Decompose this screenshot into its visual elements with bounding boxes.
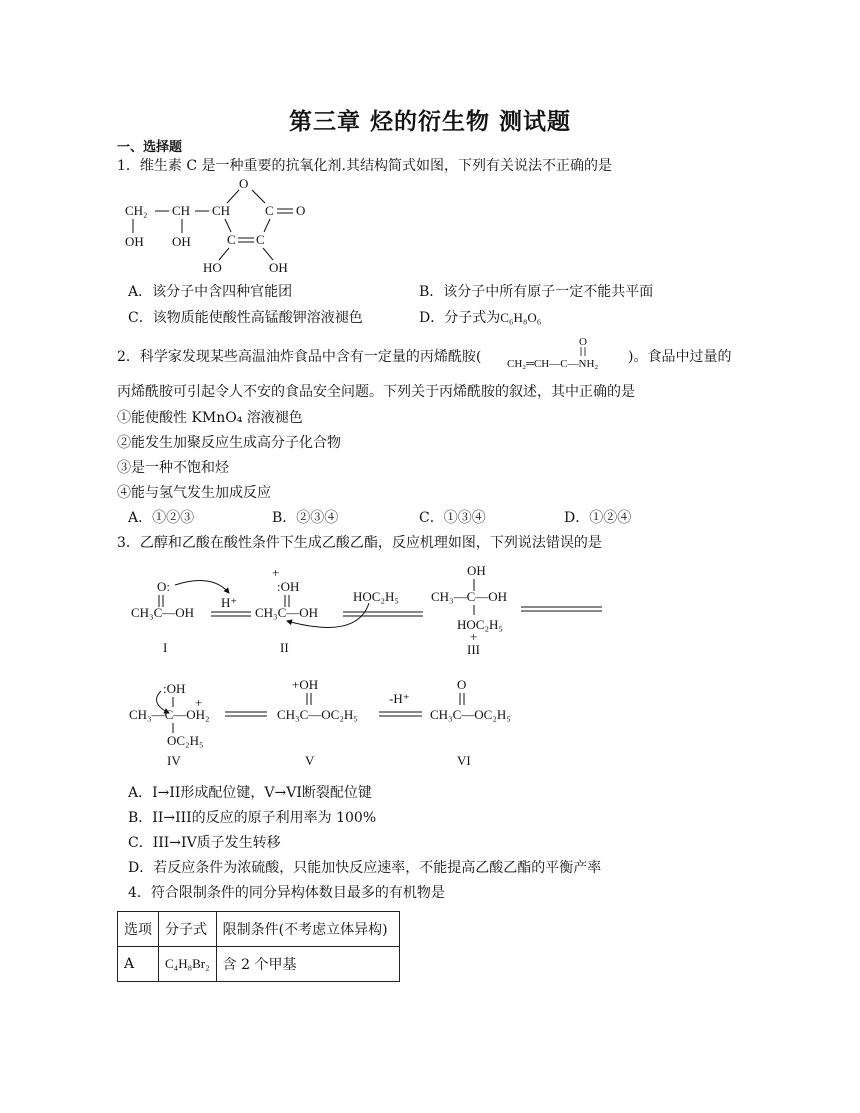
q1-stem: 1．维生素 C 是一种重要的抗氧化剂.其结构简式如图，下列有关说法不正确的是	[117, 158, 612, 174]
mech-iii-plus: +	[470, 629, 478, 644]
q2-option-a: A．①②③	[128, 510, 195, 526]
mech-ii-oh: :OH	[277, 579, 300, 594]
mech-ii-main: CH₃C—OH	[255, 605, 319, 620]
q3-option-c: C．III→IV质子发生转移	[128, 835, 281, 851]
q1-option-d-prefix: D．分子式为	[419, 310, 501, 326]
section-heading: 一、选择题	[117, 140, 183, 155]
atom-ho3: HO	[203, 260, 222, 275]
mech-hoc2h5: HOC₂H₅	[353, 589, 399, 604]
q2-statement-1: ①能使酸性 KMnO₄ 溶液褪色	[117, 410, 303, 426]
mech-iii-label: III	[467, 642, 480, 657]
atom-c3: C	[227, 232, 236, 247]
acrylamide-o: O	[579, 336, 587, 348]
mech-ii-label: II	[280, 640, 289, 655]
q4-options-table	[117, 911, 400, 982]
q1-option-b: B．该分子中所有原子一定不能共平面	[419, 284, 654, 300]
mech-i-label: I	[163, 640, 168, 655]
q2-option-d: D．①②④	[564, 510, 632, 526]
q2-statement-2: ②能发生加聚反应生成高分子化合物	[117, 435, 341, 451]
mech-iv-plus: +	[195, 695, 203, 710]
atom-ch-ring: CH	[212, 203, 231, 218]
mech-hplus: H⁺	[221, 595, 238, 610]
table-cell: C₄H₈Br₂	[159, 947, 217, 982]
mech-iii-main: CH₃—C—OH	[431, 589, 508, 604]
atom-oh1: OH	[125, 234, 144, 249]
vitamin-c-structure	[117, 170, 347, 280]
table-header: 选项	[118, 912, 159, 947]
acrylamide-structure	[507, 334, 627, 370]
mech-i-main: CH₃C—OH	[131, 605, 195, 620]
table-header-row	[118, 912, 400, 947]
mech-iv-oh: :OH	[163, 681, 186, 696]
mech-iii-bottom: HOC₂H₅	[457, 617, 503, 632]
mech-iv-label: IV	[167, 753, 181, 768]
atom-o-carbonyl: O	[296, 203, 306, 218]
atom-o-ring: O	[239, 176, 249, 191]
acrylamide-chain: CH₂═CH—C—NH₂	[507, 358, 599, 370]
atom-ch2: CH₂	[125, 203, 148, 218]
atom-c4: C	[256, 232, 265, 247]
atom-ch: CH	[172, 203, 191, 218]
q3-option-d: D．若反应条件为浓硫酸，只能加快反应速率，不能提高乙酸乙酯的平衡产率	[128, 860, 602, 876]
q2-stem-part3: 丙烯酰胺可引起令人不安的食品安全问题。下列关于丙烯酰胺的叙述，其中正确的是	[117, 384, 635, 400]
q1-option-a: A．该分子中含四种官能团	[128, 284, 293, 300]
table-row	[118, 947, 400, 982]
q1-option-c: C．该物质能使酸性高锰酸钾溶液褪色	[128, 310, 363, 326]
esterification-mechanism	[117, 555, 617, 770]
q3-option-b: B．II→III的反应的原子利用率为 100%	[128, 810, 377, 826]
mech-v-main: CH₃C—OC₂H₅	[277, 707, 358, 722]
q2-stem-part2: )。食品中过量的	[628, 349, 732, 365]
mech-v-label: V	[305, 753, 315, 768]
mech-vi-label: VI	[457, 753, 471, 768]
mech-vi-o: O	[457, 677, 467, 692]
q2-option-b: B．②③④	[272, 510, 339, 526]
q3-stem: 3．乙醇和乙酸在酸性条件下生成乙酸乙酯，反应机理如图，下列说法错误的是	[117, 535, 602, 551]
q1-option-d	[419, 307, 541, 327]
table-cell: 含 2 个甲基	[216, 947, 399, 982]
mech-iv-main: CH₃—C—OH₂	[129, 707, 210, 722]
q2-option-c: C．①③④	[419, 510, 486, 526]
mech-ii-plus: +	[272, 565, 280, 580]
atom-c-carbonyl: C	[265, 203, 274, 218]
table-header: 分子式	[159, 912, 217, 947]
page-title: 第三章 烃的衍生物 测试题	[288, 109, 571, 135]
q3-option-a: A．I→II形成配位键，V→VI断裂配位键	[128, 785, 372, 801]
mech-minus-h: -H⁺	[389, 691, 410, 706]
mech-v-oh: +OH	[292, 677, 319, 692]
mech-iv-bottom: OC₂H₅	[167, 733, 204, 748]
table-cell: A	[118, 947, 159, 982]
q1-option-d-formula: C₆H₈O₆	[500, 310, 542, 325]
mech-vi-main: CH₃C—OC₂H₅	[430, 707, 511, 722]
q2-stem-part1: 2．科学家发现某些高温油炸食品中含有一定量的丙烯酰胺(	[117, 349, 482, 365]
q2-statement-4: ④能与氢气发生加成反应	[117, 485, 271, 501]
atom-oh2: OH	[172, 234, 191, 249]
q2-statement-3: ③是一种不饱和烃	[117, 460, 229, 476]
mech-i-o: O:	[157, 579, 170, 594]
table-header: 限制条件(不考虑立体异构)	[216, 912, 399, 947]
atom-oh4: OH	[269, 260, 288, 275]
q4-stem: 4．符合限制条件的同分异构体数目最多的有机物是	[128, 885, 445, 901]
mech-iii-oh: OH	[467, 563, 486, 578]
